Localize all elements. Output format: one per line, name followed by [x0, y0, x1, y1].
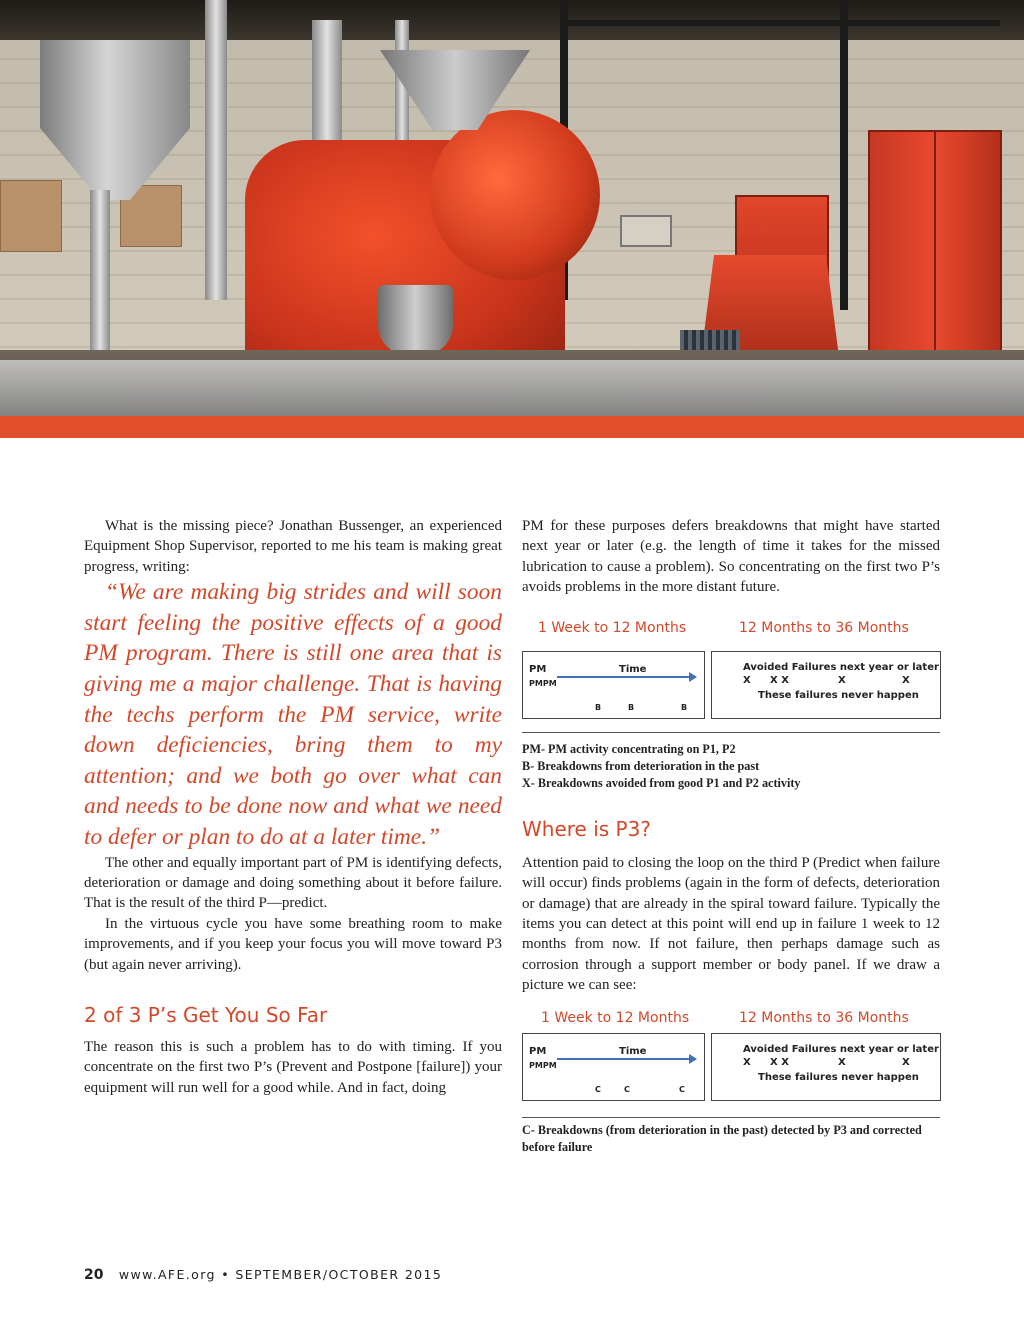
left-column — [84, 516, 502, 1098]
body-paragraph: Attention paid to closing the loop on the third P (Predict when failure will occur) finds problems (again in the form of defects, deterioration or damage) that are already in the spiral toward failure. Typically the items you can detect at this point will end up in failure 1 week to 12 months from now. If not failure, then perhaps damage such as corrosion through a support member or body panel. If we draw a picture we can see: — [522, 854, 940, 994]
near-term-box — [522, 651, 705, 719]
legend-item: B- Breakdowns from deterioration in the past — [522, 759, 760, 774]
body-paragraph: What is the missing piece? Jonathan Bussenger, an experienced Equipment Shop Supervisor, reported to me his team is making great progress, writing: — [84, 518, 502, 575]
avoided-mark: X — [902, 1056, 910, 1068]
avoided-mark: X — [902, 674, 910, 686]
diagram-header — [522, 1008, 940, 1028]
pm-label: PM — [529, 663, 547, 675]
photo-beam — [560, 20, 1000, 26]
body-paragraph: PM for these purposes defers breakdowns that might have started next year or later (e.g. the length of time it takes for the missed lubrication to cause a problem). So concentrating on the first two P’s avoids problems in the more distant future. — [522, 518, 940, 596]
diagram-label-far: 12 Months to 36 Months — [739, 1009, 909, 1026]
photo-drum — [430, 110, 600, 280]
photo-pipe — [205, 0, 227, 300]
body-paragraph: The other and equally important part of PM is identifying defects, deterioration or damage and doing something about it before failure. That is the result of the third P—predict. — [84, 854, 502, 912]
photo-cabinet — [868, 130, 1002, 374]
avoided-mark: X — [838, 674, 846, 686]
timeline-diagram — [522, 1033, 940, 1103]
diagram-header — [522, 618, 940, 638]
pm-label: PM — [529, 1045, 547, 1057]
photo-table — [0, 360, 1024, 416]
diagram-label-near: 1 Week to 12 Months — [538, 619, 687, 636]
avoided-mark: X X — [770, 1056, 789, 1068]
diagram-label-near: 1 Week to 12 Months — [541, 1009, 690, 1026]
page-number: 20 — [84, 1267, 104, 1283]
never-happen-label: These failures never happen — [758, 1071, 919, 1083]
diagram-legend — [522, 1122, 940, 1157]
time-arrow — [557, 1058, 691, 1060]
avoided-mark: X — [743, 674, 751, 686]
section-heading: Where is P3? — [522, 816, 651, 841]
breakdown-mark: B — [595, 702, 602, 712]
diagram-legend — [522, 741, 940, 793]
time-label: Time — [619, 1045, 647, 1057]
avoided-mark: X — [838, 1056, 846, 1068]
breakdown-mark: B — [681, 702, 688, 712]
detected-mark: C — [624, 1084, 630, 1094]
photo-panel — [620, 215, 672, 247]
diagram-label-far: 12 Months to 36 Months — [739, 619, 909, 636]
long-term-box — [711, 651, 941, 719]
page-footer — [84, 1267, 442, 1283]
timeline-diagram — [522, 651, 940, 721]
long-term-box — [711, 1033, 941, 1101]
detected-mark: C — [679, 1084, 685, 1094]
detected-mark: C — [595, 1084, 601, 1094]
legend-item: C- Breakdowns (from deterioration in the past) detected by P3 and corrected before failure — [522, 1122, 922, 1155]
pull-quote: “We are making big strides and will soon start feeling the positive effects of a good PM program. There is still one area that is giving me a major challenge. That is having the techs perform the PM service, write down deficiencies, bring them to my attention; and we both go over what can and needs to be done now and what we need to defer or plan to do at a later time.” — [84, 579, 502, 850]
avoided-label: Avoided Failures next year or later — [743, 1043, 939, 1055]
photo-bowl — [378, 285, 453, 355]
body-paragraph: In the virtuous cycle you have some breathing room to make improvements, and if you keep your focus you will move toward P3 (but again never arriving). — [84, 915, 502, 973]
footer-text: www.AFE.org • SEPTEMBER/OCTOBER 2015 — [118, 1267, 443, 1282]
time-arrow — [557, 676, 691, 678]
near-term-box — [522, 1033, 705, 1101]
pmpm-label: PMPM — [529, 678, 557, 688]
avoided-label: Avoided Failures next year or later — [743, 661, 939, 673]
pmpm-label: PMPM — [529, 1060, 557, 1070]
breakdown-mark: B — [628, 702, 635, 712]
photo-pipe — [90, 190, 110, 350]
right-column — [522, 516, 940, 1157]
accent-bar — [0, 416, 1024, 438]
photo-beam — [840, 0, 848, 310]
avoided-mark: X X — [770, 674, 789, 686]
photo-box — [0, 180, 62, 252]
legend-item: X- Breakdowns avoided from good P1 and P2 activity — [522, 776, 801, 791]
avoided-mark: X — [743, 1056, 751, 1068]
section-heading: 2 of 3 P’s Get You So Far — [84, 1003, 328, 1027]
never-happen-label: These failures never happen — [758, 689, 919, 701]
time-label: Time — [619, 663, 647, 675]
header-photo — [0, 0, 1024, 416]
body-paragraph: The reason this is such a problem has to do with timing. If you concentrate on the first two P’s (Prevent and Postpone [failure]) your equipment will run well for a good while. And in fact, doing — [84, 1039, 502, 1096]
legend-item: PM- PM activity concentrating on P1, P2 — [522, 741, 736, 756]
